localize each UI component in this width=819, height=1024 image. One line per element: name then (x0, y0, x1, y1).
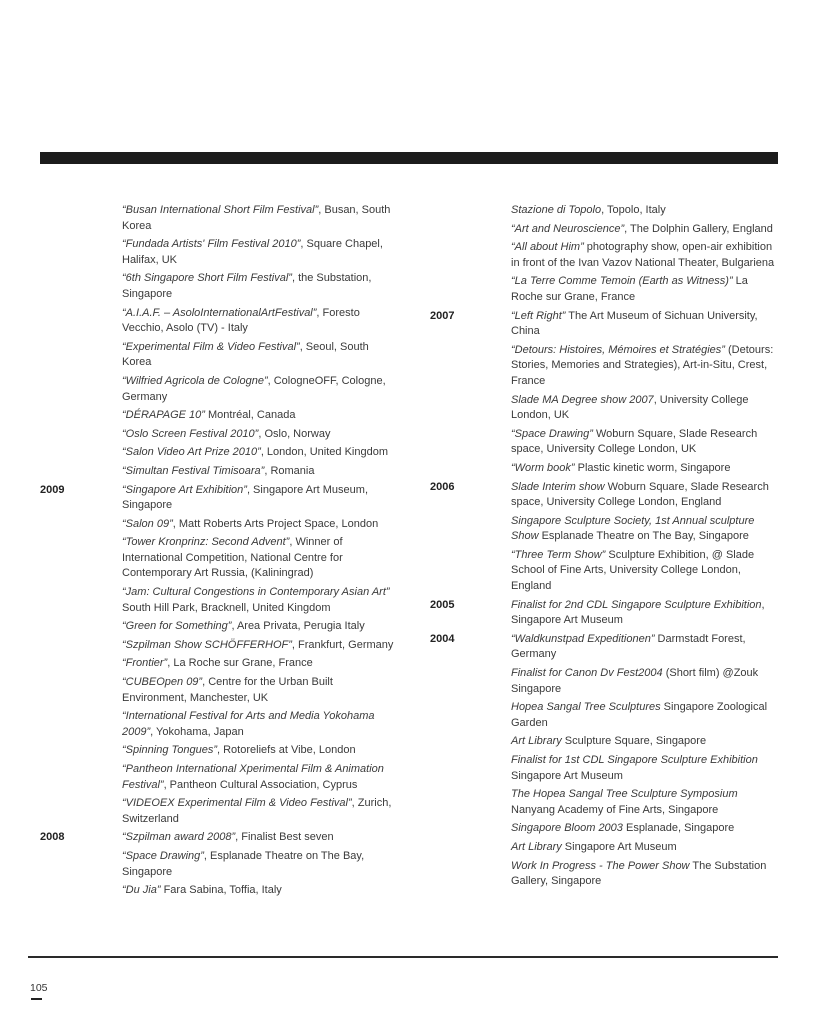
exhibition-entry (122, 408, 395, 424)
exhibition-entry (511, 821, 780, 837)
entry-list (511, 632, 780, 893)
exhibition-details: Darmstadt Forest, Germany (511, 632, 746, 661)
exhibition-entry (511, 274, 780, 305)
entry-list (511, 480, 780, 598)
footer-rule (28, 956, 778, 958)
exhibition-title: “All about Him” (511, 241, 584, 254)
exhibition-title: Slade MA Degree show 2007 (511, 393, 654, 406)
exhibition-title: “Frontier” (122, 657, 168, 670)
exhibition-details: , Rotoreliefs at Vibe, London (217, 744, 356, 757)
exhibition-details: The Art Museum of Sichuan University, China (511, 309, 758, 338)
entry-list (122, 483, 395, 831)
exhibition-entry (122, 830, 395, 846)
exhibition-details: (Detours: Stories, Memories and Strategies), Art-in-Situ, Crest, France (511, 343, 774, 387)
page-number: 105 (30, 982, 48, 994)
exhibition-details: Fara Sabina, Toffia, Italy (160, 884, 282, 897)
exhibition-entry (511, 632, 780, 663)
exhibition-title: “Szpilman Show SCHÖFFERHOF” (122, 638, 292, 651)
exhibition-details: South Hill Park, Bracknell, United Kingdom (122, 601, 331, 614)
exhibition-title: The Hopea Sangal Tree Sculpture Symposium (511, 788, 738, 801)
exhibition-details: , Square Chapel, Halifax, UK (122, 238, 383, 266)
exhibition-details: , Busan, South Korea (122, 204, 391, 232)
exhibition-title: “International Festival for Arts and Media Yokohama 2009” (122, 710, 375, 738)
exhibition-title: “DÉRAPAGE 10” (122, 409, 205, 422)
exhibition-title: “6th Singapore Short Film Festival” (122, 272, 292, 285)
exhibition-details: , La Roche sur Grane, France (167, 657, 313, 670)
exhibition-entry (511, 598, 780, 629)
exhibition-details: , CologneOFF, Cologne, Germany (122, 374, 386, 403)
exhibition-title: “Salon 09” (122, 517, 173, 530)
exhibition-details: , Finalist Best seven (235, 831, 334, 844)
exhibition-entry (122, 445, 395, 461)
left-column (40, 203, 395, 902)
exhibition-entry (511, 514, 780, 545)
exhibition-title: Singapore Sculpture Society, 1st Annual sculpture Show (511, 514, 755, 543)
exhibition-details: , Centre for the Urban Built Environment, Manchester, UK (122, 676, 333, 704)
exhibition-title: Art Library (511, 840, 562, 853)
exhibition-details: , Frankfurt, Germany (291, 638, 394, 651)
exhibition-details: Esplanade Theatre on The Bay, Singapore (538, 530, 749, 543)
exhibition-details: , The Dolphin Gallery, England (624, 222, 773, 235)
exhibition-entry (122, 675, 395, 706)
exhibition-title: “VIDEOEX Experimental Film & Video Festival” (122, 797, 352, 810)
exhibition-entry (511, 548, 780, 595)
exhibition-details: , Romania (264, 464, 315, 477)
exhibition-title: “Green for Something” (122, 620, 232, 633)
exhibition-title: “Detours: Histoires, Mémoires et Stratégies” (511, 343, 725, 356)
year-group (430, 632, 780, 893)
exhibition-title: “A.I.A.F. – AsoloInternationalArtFestival” (122, 306, 317, 319)
page-number-underline (31, 998, 42, 1000)
exhibition-details: Sculpture Square, Singapore (561, 735, 707, 748)
exhibition-details: La Roche sur Grane, France (511, 275, 748, 303)
exhibition-entry (511, 480, 780, 511)
exhibition-entry (511, 309, 780, 340)
exhibition-details: , London, United Kingdom (260, 446, 389, 459)
exhibition-entry (122, 203, 395, 234)
exhibition-details: Sculpture Exhibition, @ Slade School of Fine Arts, University College London, England (511, 548, 755, 593)
exhibition-details: Nanyang Academy of Fine Arts, Singapore (511, 803, 719, 816)
exhibition-details: , the Substation, Singapore (122, 272, 372, 300)
exhibition-entry (511, 461, 780, 477)
exhibition-entry (122, 237, 395, 268)
year-label: 2005 (430, 598, 455, 611)
exhibition-entry (511, 343, 780, 390)
header-bar (40, 152, 778, 164)
exhibition-entry (122, 638, 395, 654)
exhibition-title: Hopea Sangal Tree Sculptures (511, 701, 661, 714)
exhibition-title: “CUBEOpen 09” (122, 676, 203, 689)
exhibition-entry (122, 306, 395, 337)
exhibition-details: , Oslo, Norway (258, 427, 331, 440)
exhibition-title: Finalist for 2nd CDL Singapore Sculpture Exhibition (511, 598, 762, 611)
exhibition-title: Art Library (511, 735, 562, 748)
exhibition-details: , Yokohama, Japan (150, 725, 244, 738)
exhibition-entry (122, 883, 395, 899)
year-group (430, 309, 780, 480)
exhibition-title: “Space Drawing” (511, 427, 593, 440)
exhibition-entry (122, 535, 395, 582)
exhibition-entry (511, 427, 780, 458)
exhibition-entry (122, 585, 395, 616)
year-label (430, 203, 511, 309)
exhibition-entry (511, 753, 780, 784)
exhibition-title: Singapore Bloom 2003 (511, 822, 623, 835)
exhibition-title: “Three Term Show” (511, 548, 606, 561)
exhibition-details: (Short film) @Zouk Singapore (511, 667, 759, 695)
year-label: 2008 (40, 831, 65, 844)
exhibition-title: “Jam: Cultural Congestions in Contemporary Asian Art” (122, 586, 390, 599)
exhibition-details: , Matt Roberts Arts Project Space, London (172, 517, 379, 530)
year-group (40, 830, 395, 901)
exhibition-details: Singapore Art Museum (561, 840, 677, 853)
exhibition-details: , Winner of International Competition, National Centre for Contemporary Art Russia, (Kaliningrad) (122, 536, 343, 580)
exhibition-details: , Singapore Art Museum (511, 598, 765, 627)
exhibition-details: , Pantheon Cultural Association, Cyprus (163, 778, 358, 791)
exhibition-details: , Singapore Art Museum, Singapore (122, 483, 368, 512)
entry-list (511, 309, 780, 480)
exhibition-entry (122, 849, 395, 880)
exhibition-entry (122, 517, 395, 533)
exhibition-details: Woburn Square, Slade Research space, University College London, England (511, 480, 769, 509)
exhibition-title: Slade Interim show (511, 480, 605, 493)
exhibition-title: “Pantheon International Xperimental Film & Animation Festival” (122, 763, 384, 791)
entry-list (122, 830, 395, 901)
exhibition-details: , Zurich, Switzerland (122, 797, 392, 825)
year-label: 2006 (430, 480, 455, 493)
exhibition-entry (122, 656, 395, 672)
entry-list (511, 598, 780, 632)
exhibition-title: “Space Drawing” (122, 849, 204, 862)
exhibition-entry (511, 734, 780, 750)
exhibition-entry (511, 240, 780, 271)
year-label: 2007 (430, 309, 455, 322)
exhibition-entry (122, 427, 395, 443)
exhibition-title: “Fundada Artists' Film Festival 2010” (122, 238, 301, 251)
exhibition-entry (511, 787, 780, 818)
exhibition-title: “Waldkunstpad Expeditionen” (511, 632, 655, 645)
exhibition-title: “Oslo Screen Festival 2010” (122, 427, 259, 440)
exhibition-details: , Topolo, Italy (601, 204, 666, 216)
exhibition-title: Finalist for 1st CDL Singapore Sculpture Exhibition (511, 754, 758, 766)
exhibition-title: “Worm book” (511, 461, 575, 474)
right-column (430, 203, 780, 893)
exhibition-entry (122, 464, 395, 480)
exhibition-entry (511, 700, 780, 731)
year-label: 2009 (40, 483, 65, 496)
year-group (430, 598, 780, 632)
year-group (40, 483, 395, 831)
exhibition-title: “Spinning Tongues” (122, 744, 217, 757)
exhibition-title: “Du Jia” (122, 884, 161, 897)
exhibition-details: Woburn Square, Slade Research space, University College London, UK (511, 427, 758, 456)
exhibition-details: Singapore Zoological Garden (511, 701, 768, 729)
exhibition-entry (122, 709, 395, 740)
exhibition-title: “La Terre Comme Temoin (Earth as Witness)” (511, 275, 733, 288)
exhibition-details: Singapore Art Museum (511, 769, 623, 782)
exhibition-title: Work In Progress - The Power Show (511, 859, 690, 872)
exhibition-details: Montréal, Canada (204, 409, 296, 422)
exhibition-entry (511, 393, 780, 424)
year-group (40, 203, 395, 483)
exhibition-entry (511, 666, 780, 697)
exhibition-title: “Wilfried Agricola de Cologne” (122, 374, 268, 387)
exhibition-entry (122, 483, 395, 514)
exhibition-title: Finalist for Canon Dv Fest2004 (511, 667, 663, 680)
exhibition-details: , Area Privata, Perugia Italy (231, 620, 365, 633)
exhibition-entry (122, 743, 395, 759)
exhibition-details: photography show, open-air exhibition in front of the Ivan Vazov National Theater, Bulgariena (511, 241, 775, 269)
exhibition-details: , Esplanade Theatre on The Bay, Singapore (122, 849, 365, 878)
exhibition-title: “Salon Video Art Prize 2010” (122, 446, 261, 459)
exhibition-details: , Foresto Vecchio, Asolo (TV) - Italy (122, 306, 360, 335)
exhibition-title: “Left Right” (511, 309, 566, 322)
exhibition-entry (122, 271, 395, 302)
entry-list (122, 203, 395, 483)
exhibition-title: Stazione di Topolo (511, 204, 602, 216)
exhibition-entry (511, 203, 780, 219)
exhibition-entry (122, 619, 395, 635)
exhibition-entry (511, 222, 780, 238)
year-label: 2004 (430, 632, 455, 645)
exhibition-details: The Substation Gallery, Singapore (511, 859, 767, 888)
exhibition-title: “Szpilman award 2008” (122, 831, 236, 844)
exhibition-title: “Singapore Art Exhibition” (122, 483, 247, 496)
exhibition-details: , Seoul, South Korea (122, 340, 369, 369)
exhibition-title: “Experimental Film & Video Festival” (122, 340, 300, 353)
exhibition-title: “Simultan Festival Timisoara” (122, 464, 265, 477)
year-group (430, 203, 780, 309)
exhibition-entry (122, 762, 395, 793)
year-label (40, 203, 122, 483)
exhibition-title: “Art and Neuroscience” (511, 222, 625, 235)
exhibition-title: “Busan International Short Film Festival” (122, 204, 319, 216)
year-group (430, 480, 780, 598)
exhibition-entry (122, 340, 395, 371)
exhibition-entry (511, 859, 780, 890)
exhibition-details: , University College London, UK (511, 393, 749, 422)
exhibition-title: “Tower Kronprinz: Second Advent” (122, 536, 290, 549)
exhibition-details: Plastic kinetic worm, Singapore (574, 461, 731, 474)
exhibition-entry (122, 374, 395, 405)
entry-list (511, 203, 780, 309)
exhibition-entry (122, 796, 395, 827)
exhibition-details: Esplanade, Singapore (622, 822, 735, 835)
exhibition-entry (511, 840, 780, 856)
